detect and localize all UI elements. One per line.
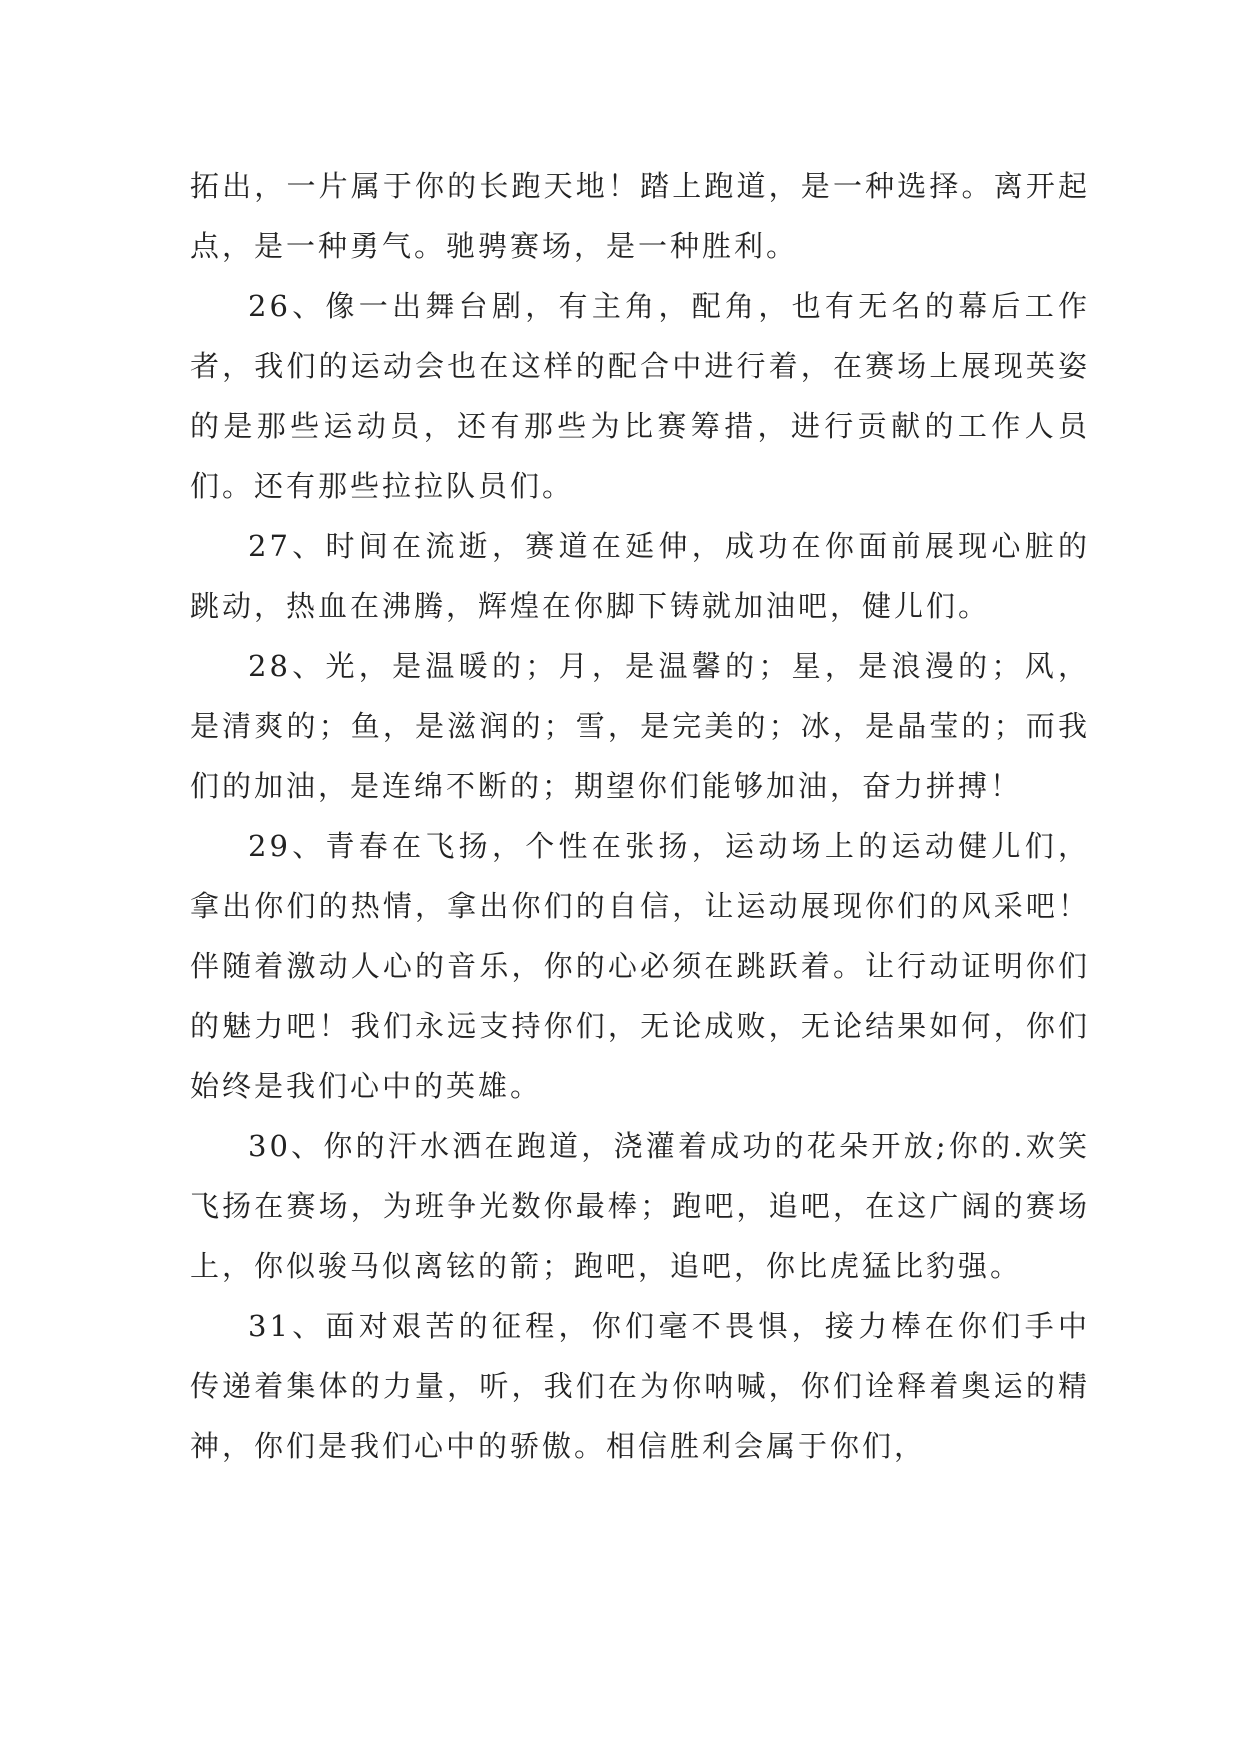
paragraph-30: 30、你的汗水洒在跑道，浇灌着成功的花朵开放;你的.欢笑飞扬在赛场，为班争光数你最棒；跑吧，追吧，在这广阔的赛场上，你似骏马似离铉的箭；跑吧，追吧，你比虎猛比豹强。 — [190, 1129, 1090, 1283]
paragraph-28: 28、光，是温暖的；月，是温馨的；星，是浪漫的；风，是清爽的；鱼，是滋润的；雪，是完美的；冰，是晶莹的；而我们的加油，是连绵不断的；期望你们能够加油，奋力拼搏！ — [190, 649, 1090, 803]
paragraph-26: 26、像一出舞台剧，有主角，配角，也有无名的幕后工作者，我们的运动会也在这样的配合中进行着，在赛场上展现英姿的是那些运动员，还有那些为比赛筹措，进行贡献的工作人员们。还有那些拉拉队员们。 — [190, 289, 1090, 503]
document-body — [190, 156, 1090, 1476]
paragraph-29: 29、青春在飞扬，个性在张扬，运动场上的运动健儿们，拿出你们的热情，拿出你们的自信，让运动展现你们的风采吧！伴随着激动人心的音乐，你的心必须在跳跃着。让行动证明你们的魅力吧！我们永远支持你们，无论成败，无论结果如何，你们始终是我们心中的英雄。 — [190, 829, 1090, 1103]
paragraph-27: 27、时间在流逝，赛道在延伸，成功在你面前展现心脏的跳动，热血在沸腾，辉煌在你脚下铸就加油吧，健儿们。 — [190, 529, 1090, 623]
paragraph-31: 31、面对艰苦的征程，你们毫不畏惧，接力棒在你们手中传递着集体的力量，听，我们在为你呐喊，你们诠释着奥运的精神，你们是我们心中的骄傲。相信胜利会属于你们， — [190, 1309, 1090, 1463]
paragraph-continuation: 拓出，一片属于你的长跑天地！踏上跑道，是一种选择。离开起点，是一种勇气。驰骋赛场，是一种胜利。 — [190, 169, 1090, 263]
